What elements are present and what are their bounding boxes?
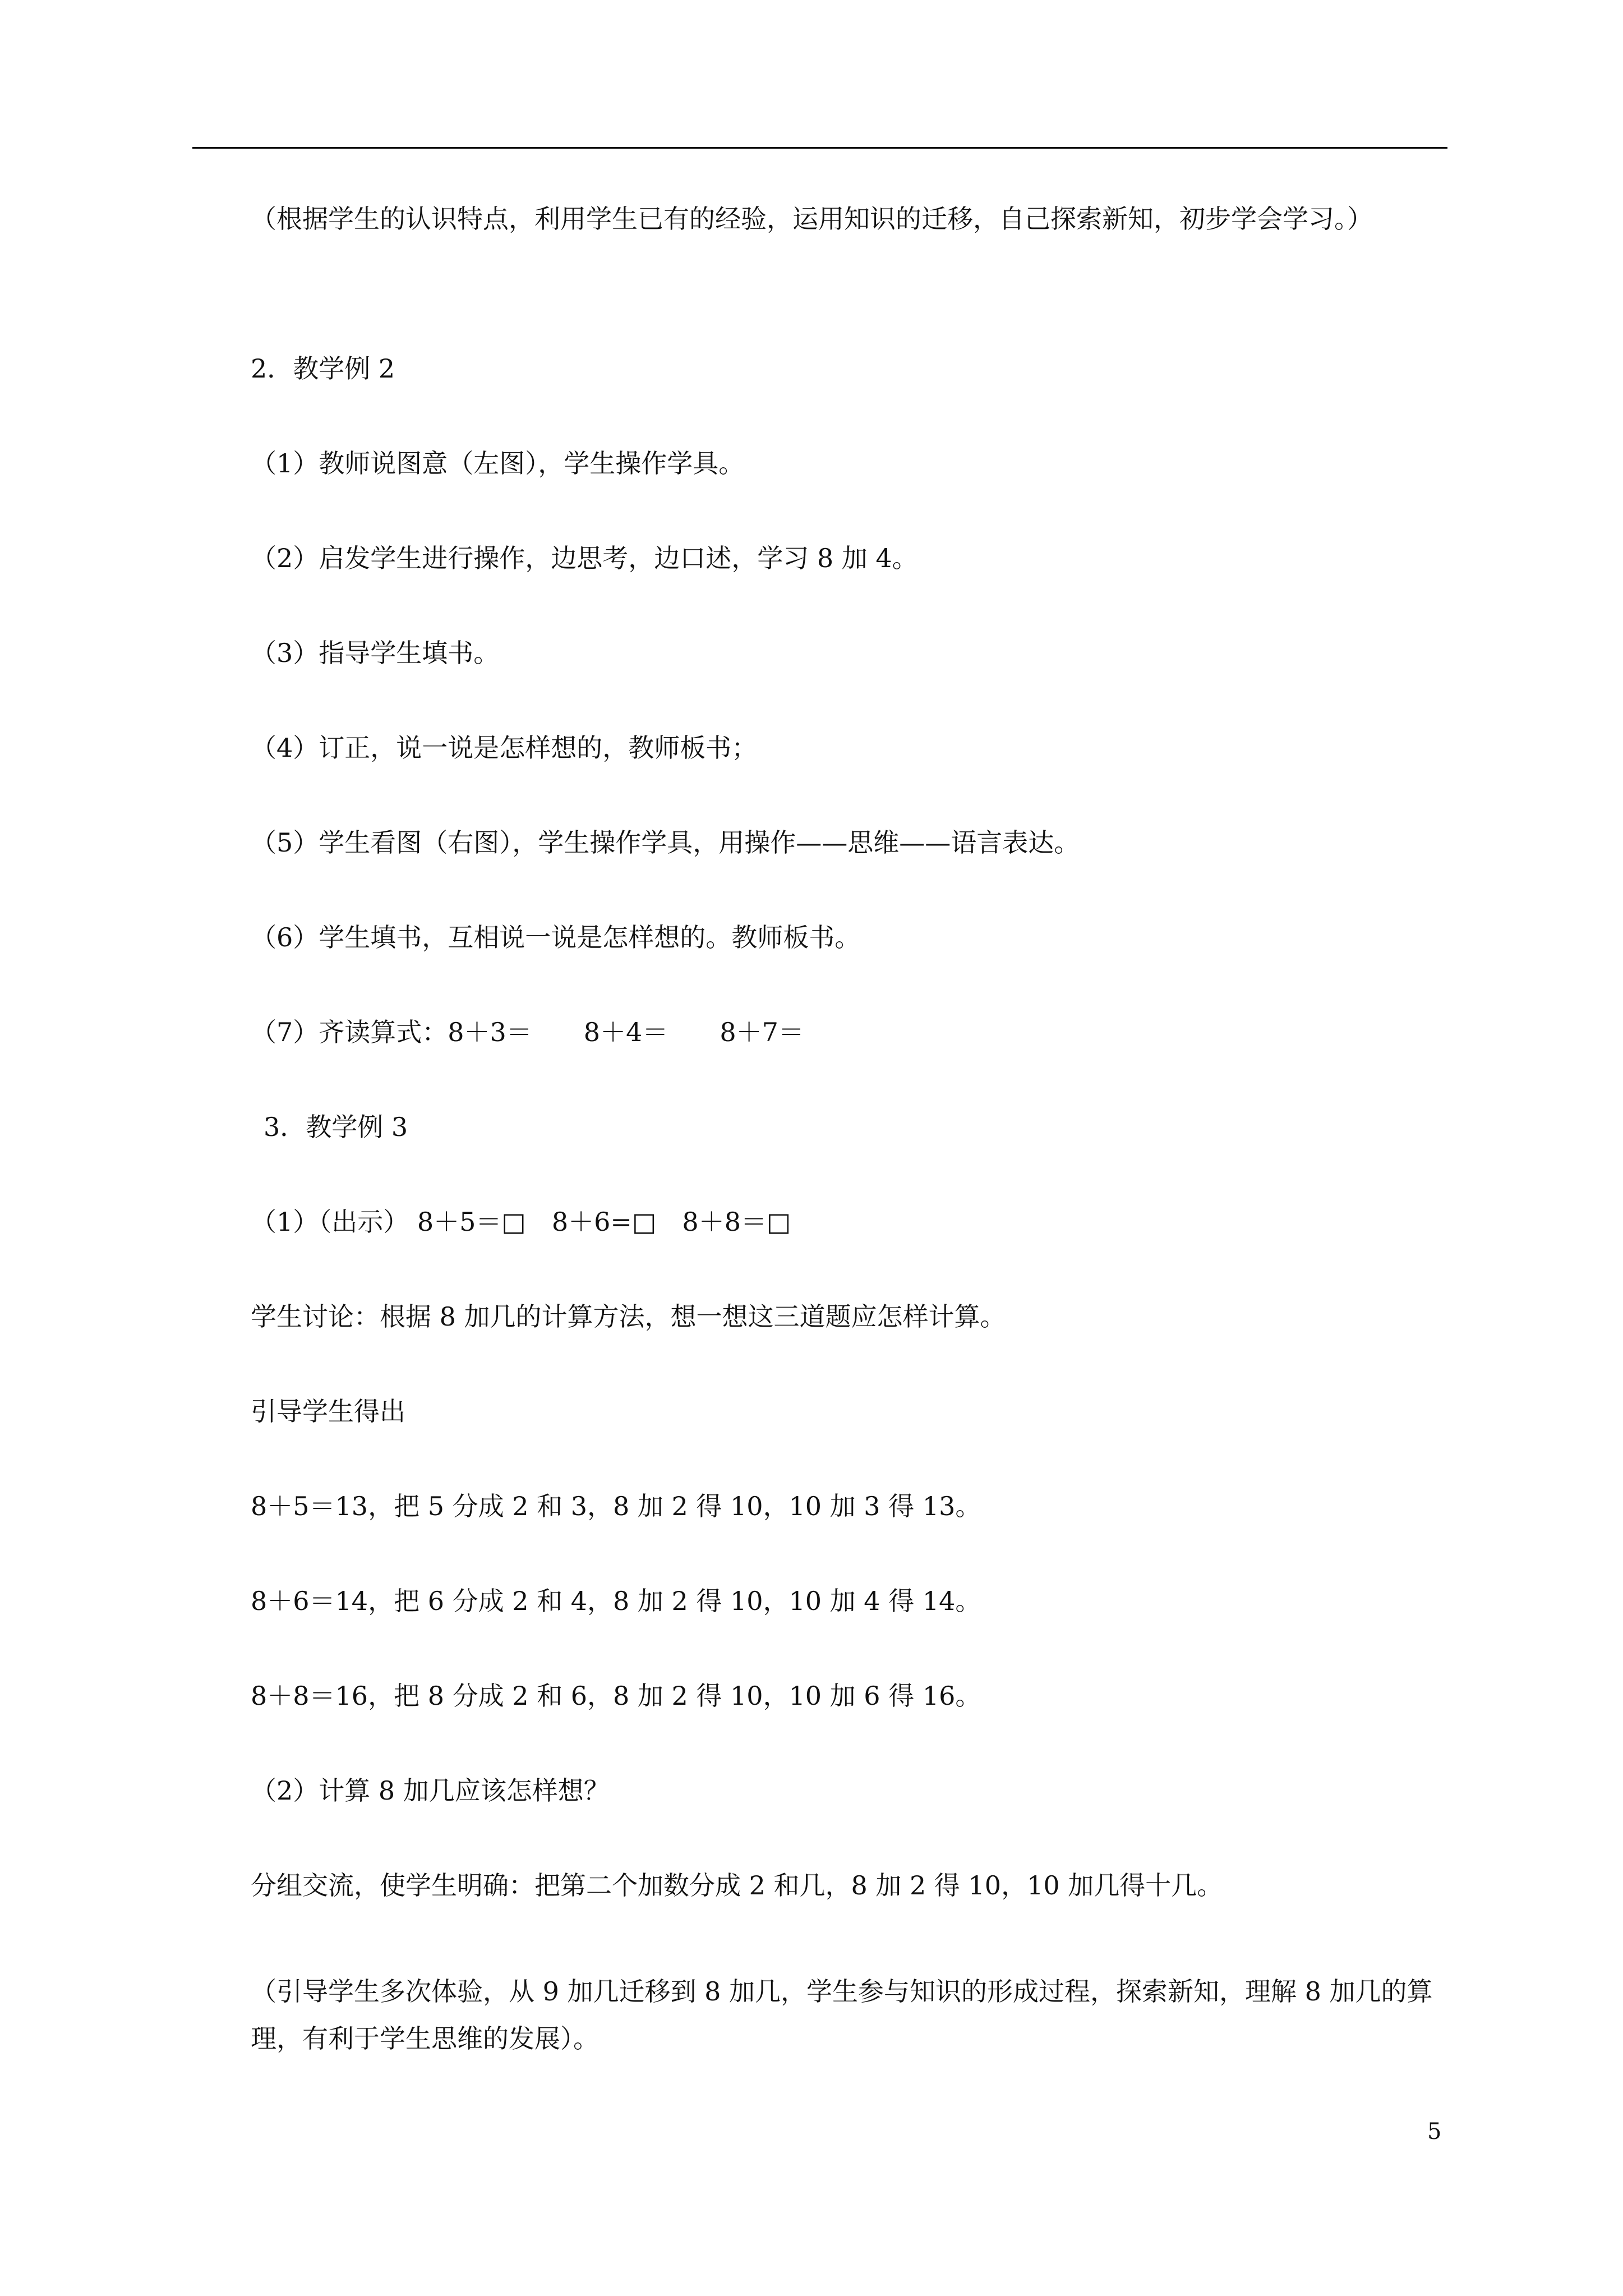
paragraph-step-1: （1）教师说图意（左图），学生操作学具。	[251, 448, 745, 478]
paragraph-step-5: （5）学生看图（右图），学生操作学具，用操作——思维——语言表达。	[251, 827, 1080, 858]
paragraph-equation-8-plus-6: 8＋6＝14，把 6 分成 2 和 4，8 加 2 得 10，10 加 4 得 14。	[251, 1586, 981, 1616]
paragraph-equation-8-plus-8: 8＋8＝16，把 8 分成 2 和 6，8 加 2 得 10，10 加 6 得 16。	[251, 1681, 981, 1711]
paragraph-guide: 引导学生得出	[251, 1396, 405, 1427]
paragraph-intro-note: （根据学生的认识特点，利用学生已有的经验，运用知识的迁移，自己探索新知，初步学会学习。）	[251, 204, 1373, 234]
paragraph-step-2: （2）启发学生进行操作，边思考，边口述，学习 8 加 4。	[251, 543, 918, 573]
paragraph-discussion: 学生讨论：根据 8 加几的计算方法，想一想这三道题应怎样计算。	[251, 1301, 1006, 1332]
paragraph-equation-8-plus-5: 8＋5＝13，把 5 分成 2 和 3，8 加 2 得 10，10 加 3 得 13。	[251, 1491, 981, 1521]
paragraph-example-3-step-2: （2）计算 8 加几应该怎样想？	[251, 1775, 610, 1806]
section-heading-example-2: 2．教学例 2	[251, 353, 395, 384]
page-number: 5	[1427, 2119, 1442, 2145]
section-heading-example-3: 3．教学例 3	[264, 1112, 408, 1142]
paragraph-step-3: （3）指导学生填书。	[251, 638, 500, 668]
header-rule	[192, 147, 1447, 149]
paragraph-group-exchange: 分组交流，使学生明确：把第二个加数分成 2 和几，8 加 2 得 10，10 加几得十几。	[251, 1870, 1223, 1901]
paragraph-step-6: （6）学生填书，互相说一说是怎样想的。教师板书。	[251, 922, 861, 953]
paragraph-example-3-step-1: （1）（出示） 8＋5＝□ 8＋6=□ 8＋8＝□	[251, 1207, 791, 1237]
paragraph-step-4: （4）订正，说一说是怎样想的，教师板书；	[251, 733, 758, 763]
paragraph-step-7: （7）齐读算式：8＋3＝ 8＋4＝ 8＋7＝	[251, 1017, 804, 1047]
paragraph-closing-note: （引导学生多次体验，从 9 加几迁移到 8 加几，学生参与知识的形成过程，探索新知，理解 8 加几的算理，有利于学生思维的发展）。	[251, 1976, 1433, 2054]
